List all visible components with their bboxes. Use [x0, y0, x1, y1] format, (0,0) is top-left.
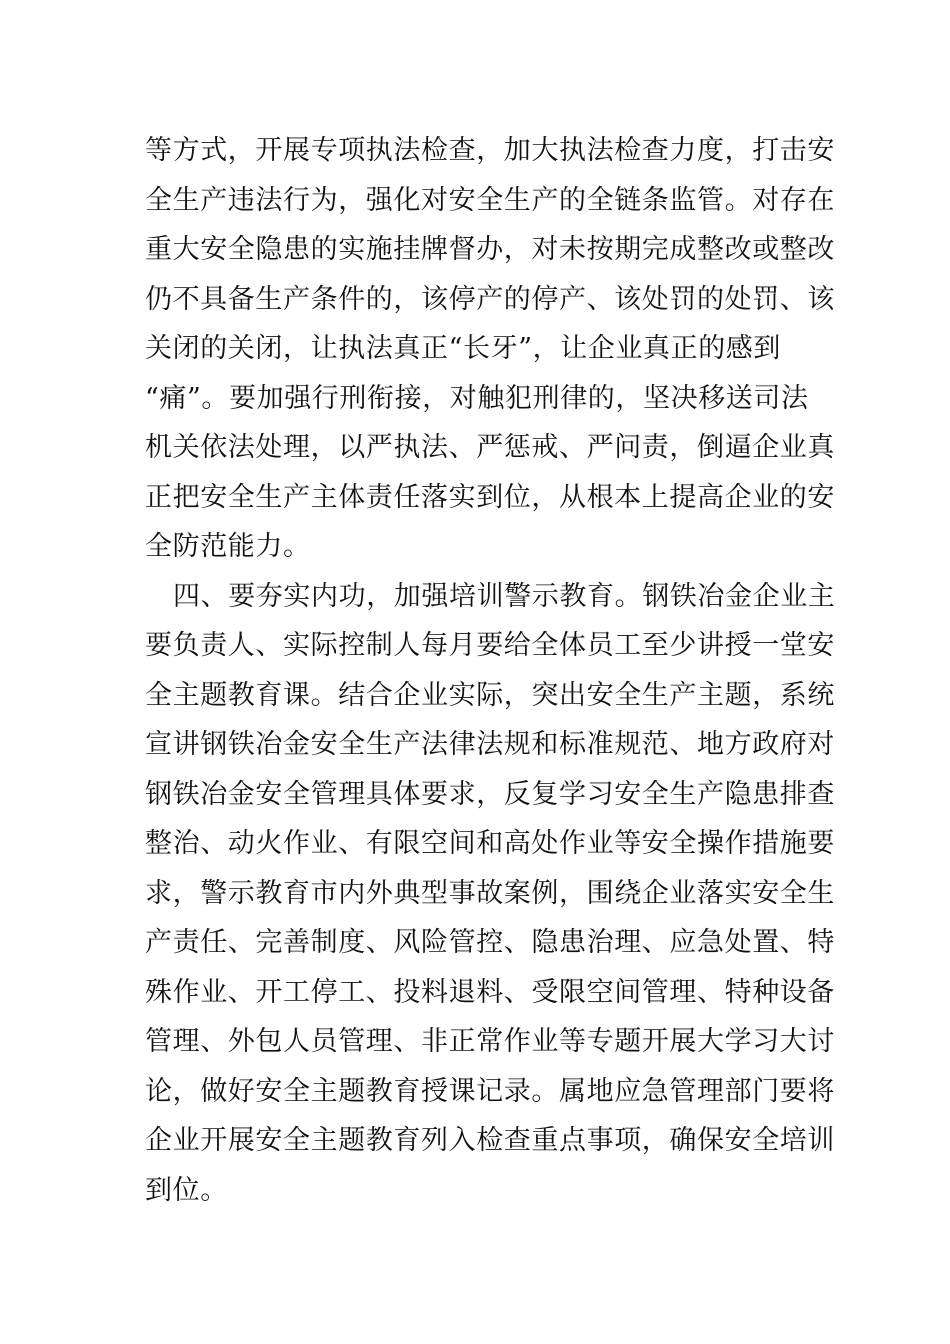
document-body: [145, 126, 836, 1215]
paragraph-2-line-11: 论，做好安全主题教育授课记录。属地应急管理部门要将: [145, 1075, 835, 1107]
paragraph-1-line-3: 重大安全隐患的实施挂牌督办，对未按期完成整改或整改: [145, 234, 835, 265]
paragraph-2-line-10: 管理、外包人员管理、非正常作业等专题开展大学习大讨: [145, 1026, 835, 1057]
paragraph-1-line-9: 全防范能力。: [145, 531, 311, 562]
paragraph-2-line-13: 到位。: [145, 1174, 228, 1206]
paragraph-2-line-6: 整治、动火作业、有限空间和高处作业等安全操作措施要: [145, 828, 835, 859]
paragraph-2-line-9: 殊作业、开工停工、投料退料、受限空间管理、特种设备: [145, 976, 835, 1008]
paragraph-2-line-5: 钢铁冶金安全管理具体要求，反复学习安全生产隐患排查: [145, 778, 835, 810]
paragraph-2-line-4: 宣讲钢铁冶金安全生产法律法规和标准规范、地方政府对: [145, 729, 835, 760]
paragraph-2-line-12: 企业开展安全主题教育列入检查重点事项，确保安全培训: [145, 1125, 835, 1156]
paragraph-1-line-4: 仍不具备生产条件的，该停产的停产、该处罚的处罚、该: [145, 283, 835, 315]
paragraph-1-line-8: 正把安全生产主体责任落实到位，从根本上提高企业的安: [145, 481, 835, 513]
paragraph-1-line-2: 全生产违法行为，强化对安全生产的全链条监管。对存在: [145, 184, 835, 216]
paragraph-1-line-6: “痛”。要加强行刑衔接，对触犯刑律的，坚决移送司法: [145, 382, 809, 414]
paragraph-2-line-1: 四、要夯实内功，加强培训警示教育。钢铁冶金企业主: [173, 580, 836, 612]
paragraph-2-line-8: 产责任、完善制度、风险管控、隐患治理、应急处置、特: [145, 927, 835, 958]
paragraph-1-line-5: 关闭的关闭，让执法真正“长牙”，让企业真正的感到: [145, 333, 782, 364]
paragraph-1-line-7: 机关依法处理，以严执法、严惩戒、严问责，倒逼企业真: [145, 432, 835, 463]
paragraph-1-line-1: 等方式，开展专项执法检查，加大执法检查力度，打击安: [145, 135, 835, 166]
paragraph-2-line-7: 求，警示教育市内外典型事故案例，围绕企业落实安全生: [145, 877, 835, 909]
paragraph-2-line-3: 全主题教育课。结合企业实际，突出安全生产主题，系统: [145, 679, 835, 711]
paragraph-2-line-2: 要负责人、实际控制人每月要给全体员工至少讲授一堂安: [145, 630, 835, 661]
